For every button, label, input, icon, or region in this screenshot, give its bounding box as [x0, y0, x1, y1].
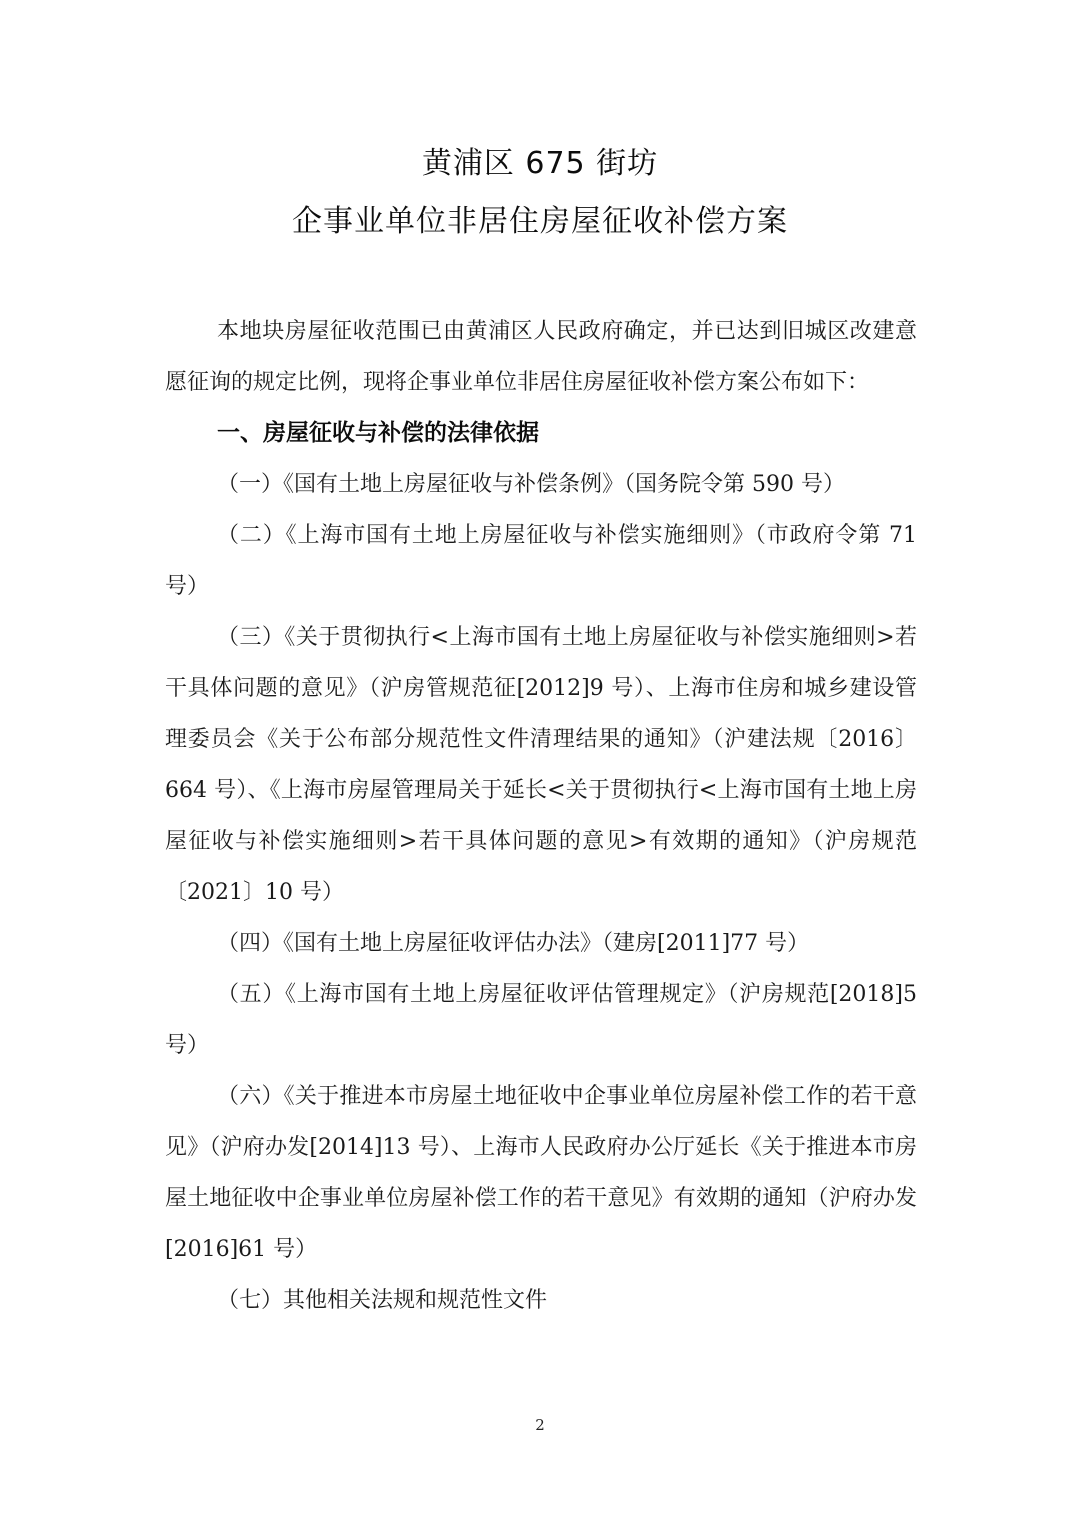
- legal-basis-item-7: （七）其他相关法规和规范性文件: [217, 1288, 548, 1313]
- legal-basis-item-4: （四）《国有土地上房屋征收评估办法》（建房[2011]77 号）: [217, 931, 810, 956]
- intro-paragraph: 本地块房屋征收范围已由黄浦区人民政府确定，并已达到旧城区改建意愿征询的规定比例，现将企事业单位非居住房屋征收补偿方案公布如下：: [165, 319, 917, 395]
- document-body: [165, 306, 917, 1326]
- document-title-line-1: 黄浦区 675 街坊: [421, 146, 659, 181]
- legal-basis-item-3: （三）《关于贯彻执行<上海市国有土地上房屋征收与补偿实施细则>若干具体问题的意见》（沪房管规范征[2012]9 号）、上海市住房和城乡建设管理委员会《关于公布部分规范性文件清理结果的通知》（沪建法规〔2016〕664 号）、《上海市房屋管理局关于延长<关于贯彻执行<上海市国有土地上房屋征收与补偿实施细则>若干具体问题的意见>有效期的通知》（沪房规范〔2021〕10 号）: [165, 625, 917, 905]
- legal-basis-item-6: （六）《关于推进本市房屋土地征收中企事业单位房屋补偿工作的若干意见》（沪府办发[2014]13 号）、上海市人民政府办公厅延长《关于推进本市房屋土地征收中企事业单位房屋补偿工作的若干意见》有效期的通知（沪府办发[2016]61 号）: [165, 1084, 917, 1262]
- page-number: 2: [535, 1416, 545, 1434]
- legal-basis-item-2: （二）《上海市国有土地上房屋征收与补偿实施细则》（市政府令第 71 号）: [165, 523, 917, 599]
- legal-basis-item-5: （五）《上海市国有土地上房屋征收评估管理规定》（沪房规范[2018]5 号）: [165, 982, 917, 1058]
- document-title-line-2: 企事业单位非居住房屋征收补偿方案: [292, 204, 788, 239]
- legal-basis-item-1: （一）《国有土地上房屋征收与补偿条例》（国务院令第 590 号）: [217, 472, 845, 497]
- section-heading: 一、房屋征收与补偿的法律依据: [217, 420, 539, 446]
